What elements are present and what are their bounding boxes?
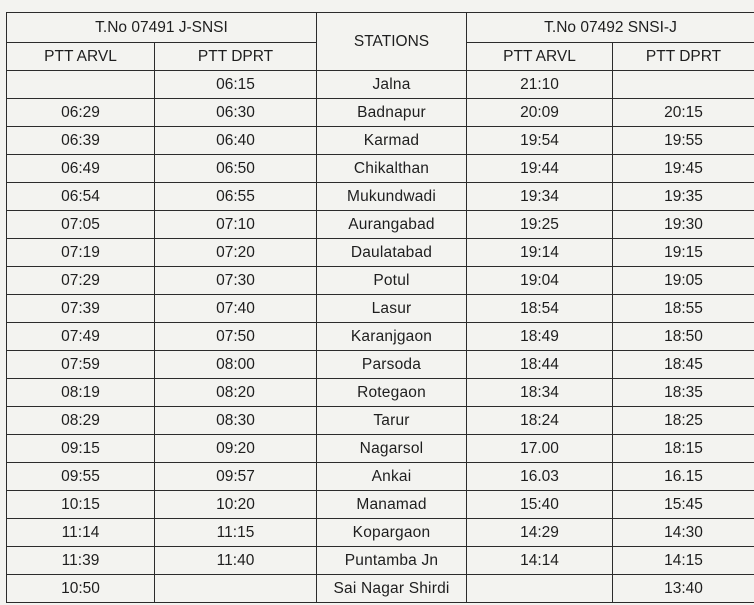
station-cell: Karmad bbox=[317, 127, 467, 155]
up-arrival-cell: 10:50 bbox=[7, 575, 155, 603]
down-departure-cell: 19:45 bbox=[613, 155, 754, 183]
down-arrival-cell: 14:14 bbox=[467, 547, 613, 575]
table-row bbox=[7, 407, 754, 435]
down-departure-cell: 18:25 bbox=[613, 407, 754, 435]
down-arrival-cell: 21:10 bbox=[467, 71, 613, 99]
table-row bbox=[7, 99, 754, 127]
station-cell: Rotegaon bbox=[317, 379, 467, 407]
down-arrival-cell: 18:34 bbox=[467, 379, 613, 407]
station-cell: Badnapur bbox=[317, 99, 467, 127]
up-departure-cell: 07:10 bbox=[155, 211, 317, 239]
down-arrival-cell: 19:04 bbox=[467, 267, 613, 295]
down-dprt-header: PTT DPRT bbox=[613, 43, 754, 71]
down-arvl-header: PTT ARVL bbox=[467, 43, 613, 71]
down-arrival-cell: 14:29 bbox=[467, 519, 613, 547]
up-departure-cell: 07:40 bbox=[155, 295, 317, 323]
table-row bbox=[7, 239, 754, 267]
station-cell: Aurangabad bbox=[317, 211, 467, 239]
table-row bbox=[7, 211, 754, 239]
down-departure-cell: 16.15 bbox=[613, 463, 754, 491]
up-departure-cell: 06:55 bbox=[155, 183, 317, 211]
down-arrival-cell: 19:54 bbox=[467, 127, 613, 155]
down-arrival-cell: 19:34 bbox=[467, 183, 613, 211]
up-arrival-cell: 07:59 bbox=[7, 351, 155, 379]
down-departure-cell: 14:30 bbox=[613, 519, 754, 547]
station-cell: Karanjgaon bbox=[317, 323, 467, 351]
station-cell: Daulatabad bbox=[317, 239, 467, 267]
up-arrival-cell: 07:39 bbox=[7, 295, 155, 323]
down-arrival-cell: 18:54 bbox=[467, 295, 613, 323]
up-arrival-cell: 07:05 bbox=[7, 211, 155, 239]
timetable bbox=[6, 12, 754, 603]
train-up-header: T.No 07491 J-SNSI bbox=[7, 13, 317, 43]
table-row bbox=[7, 491, 754, 519]
down-arrival-cell: 17.00 bbox=[467, 435, 613, 463]
station-cell: Mukundwadi bbox=[317, 183, 467, 211]
down-departure-cell: 13:40 bbox=[613, 575, 754, 603]
down-departure-cell: 18:35 bbox=[613, 379, 754, 407]
up-departure-cell: 09:57 bbox=[155, 463, 317, 491]
table-row bbox=[7, 547, 754, 575]
up-arrival-cell: 07:19 bbox=[7, 239, 155, 267]
down-departure-cell: 20:15 bbox=[613, 99, 754, 127]
up-arrival-cell: 06:54 bbox=[7, 183, 155, 211]
up-arrival-cell: 08:29 bbox=[7, 407, 155, 435]
table-row bbox=[7, 379, 754, 407]
up-arrival-cell: 11:14 bbox=[7, 519, 155, 547]
down-arrival-cell: 19:44 bbox=[467, 155, 613, 183]
station-cell: Parsoda bbox=[317, 351, 467, 379]
train-down-header: T.No 07492 SNSI-J bbox=[467, 13, 754, 43]
table-row bbox=[7, 575, 754, 603]
table-row bbox=[7, 183, 754, 211]
station-cell: Ankai bbox=[317, 463, 467, 491]
down-arrival-cell: 20:09 bbox=[467, 99, 613, 127]
up-arrival-cell: 09:15 bbox=[7, 435, 155, 463]
down-departure-cell: 18:50 bbox=[613, 323, 754, 351]
down-departure-cell: 14:15 bbox=[613, 547, 754, 575]
up-departure-cell: 08:20 bbox=[155, 379, 317, 407]
up-departure-cell: 10:20 bbox=[155, 491, 317, 519]
up-departure-cell: 06:50 bbox=[155, 155, 317, 183]
down-departure-cell: 18:15 bbox=[613, 435, 754, 463]
up-departure-cell bbox=[155, 575, 317, 603]
up-arrival-cell: 10:15 bbox=[7, 491, 155, 519]
down-departure-cell: 19:05 bbox=[613, 267, 754, 295]
up-arrival-cell: 11:39 bbox=[7, 547, 155, 575]
up-arrival-cell: 06:29 bbox=[7, 99, 155, 127]
table-row bbox=[7, 295, 754, 323]
up-arrival-cell: 07:29 bbox=[7, 267, 155, 295]
table-row bbox=[7, 463, 754, 491]
up-departure-cell: 06:30 bbox=[155, 99, 317, 127]
up-dprt-header: PTT DPRT bbox=[155, 43, 317, 71]
down-departure-cell: 19:35 bbox=[613, 183, 754, 211]
station-cell: Jalna bbox=[317, 71, 467, 99]
down-departure-cell: 19:30 bbox=[613, 211, 754, 239]
up-arrival-cell: 09:55 bbox=[7, 463, 155, 491]
station-cell: Puntamba Jn bbox=[317, 547, 467, 575]
down-arrival-cell: 18:24 bbox=[467, 407, 613, 435]
station-cell: Kopargaon bbox=[317, 519, 467, 547]
up-departure-cell: 06:40 bbox=[155, 127, 317, 155]
up-arrival-cell bbox=[7, 71, 155, 99]
table-row bbox=[7, 267, 754, 295]
down-arrival-cell: 16.03 bbox=[467, 463, 613, 491]
up-departure-cell: 11:40 bbox=[155, 547, 317, 575]
table-row bbox=[7, 323, 754, 351]
train-header-row bbox=[7, 13, 754, 43]
down-departure-cell bbox=[613, 71, 754, 99]
up-departure-cell: 06:15 bbox=[155, 71, 317, 99]
up-departure-cell: 11:15 bbox=[155, 519, 317, 547]
up-arrival-cell: 06:49 bbox=[7, 155, 155, 183]
up-arrival-cell: 07:49 bbox=[7, 323, 155, 351]
down-departure-cell: 19:55 bbox=[613, 127, 754, 155]
up-arrival-cell: 06:39 bbox=[7, 127, 155, 155]
table-row bbox=[7, 351, 754, 379]
down-arrival-cell bbox=[467, 575, 613, 603]
station-cell: Tarur bbox=[317, 407, 467, 435]
station-cell: Lasur bbox=[317, 295, 467, 323]
down-departure-cell: 18:55 bbox=[613, 295, 754, 323]
down-departure-cell: 15:45 bbox=[613, 491, 754, 519]
table-row bbox=[7, 71, 754, 99]
up-departure-cell: 07:20 bbox=[155, 239, 317, 267]
down-arrival-cell: 19:14 bbox=[467, 239, 613, 267]
station-cell: Chikalthan bbox=[317, 155, 467, 183]
up-departure-cell: 09:20 bbox=[155, 435, 317, 463]
station-cell: Potul bbox=[317, 267, 467, 295]
table-row bbox=[7, 155, 754, 183]
up-arrival-cell: 08:19 bbox=[7, 379, 155, 407]
timetable-body bbox=[7, 71, 754, 603]
down-arrival-cell: 19:25 bbox=[467, 211, 613, 239]
up-departure-cell: 07:50 bbox=[155, 323, 317, 351]
up-departure-cell: 07:30 bbox=[155, 267, 317, 295]
down-arrival-cell: 18:49 bbox=[467, 323, 613, 351]
stations-header: STATIONS bbox=[317, 13, 467, 71]
down-departure-cell: 19:15 bbox=[613, 239, 754, 267]
down-arrival-cell: 15:40 bbox=[467, 491, 613, 519]
table-row bbox=[7, 519, 754, 547]
down-departure-cell: 18:45 bbox=[613, 351, 754, 379]
up-departure-cell: 08:30 bbox=[155, 407, 317, 435]
station-cell: Nagarsol bbox=[317, 435, 467, 463]
table-row bbox=[7, 127, 754, 155]
table-row bbox=[7, 435, 754, 463]
up-arvl-header: PTT ARVL bbox=[7, 43, 155, 71]
station-cell: Sai Nagar Shirdi bbox=[317, 575, 467, 603]
down-arrival-cell: 18:44 bbox=[467, 351, 613, 379]
station-cell: Manamad bbox=[317, 491, 467, 519]
up-departure-cell: 08:00 bbox=[155, 351, 317, 379]
